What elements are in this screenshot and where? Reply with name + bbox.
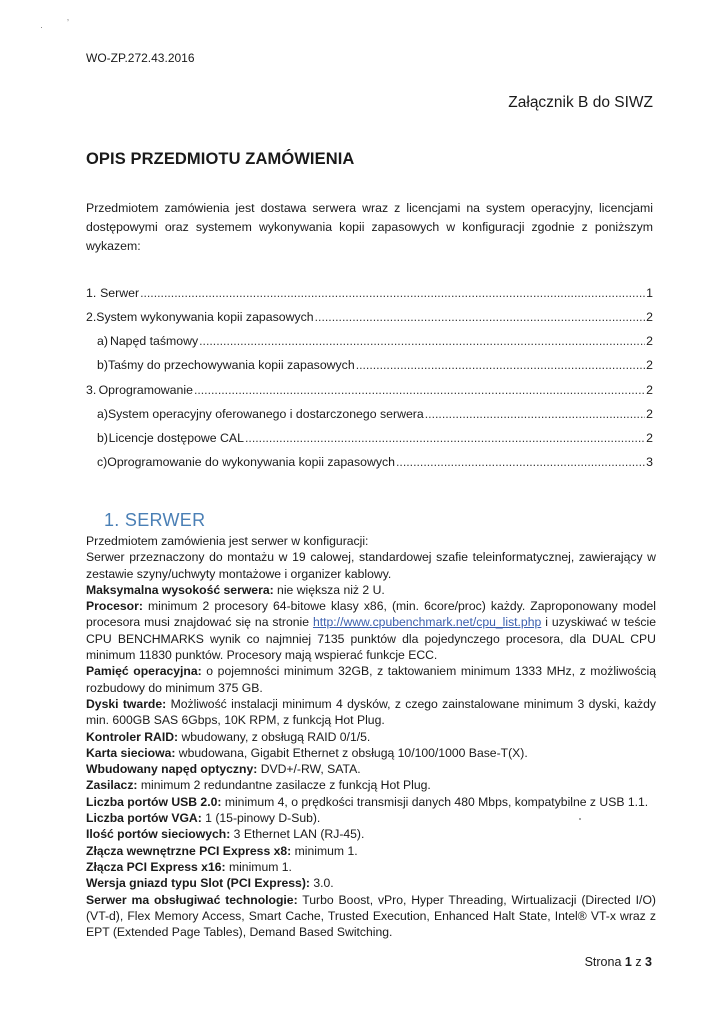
toc-item-software[interactable] [86, 383, 653, 401]
footer-separator: z [631, 955, 646, 969]
toc-leader [356, 358, 645, 372]
spec-label: Kontroler RAID: [86, 729, 179, 744]
cpu-benchmark-link[interactable]: http://www.cpubenchmark.net/cpu_list.php [312, 615, 542, 630]
toc-label: System operacyjny oferowanego i dostarczonego serwera [107, 407, 424, 421]
document-page: · ʼ WO-ZP.272.43.2016 Załącznik B do SIWZ OPIS PRZEDMIOTU ZAMÓWIENIA Przedmiotem zamówienia jest dostawa serwera wraz z licencjami na system operacyjny, licencjami dostępowymi oraz systemem wykonywania kopii zapasowych w konfiguracji zgodnie z poniższym wykazem: 1. Serwer ..... 1 2. System wykonywania kopii zapasowych ..... 2 a) Napęd taśmowy ..... 2 b) Taśmy do przechowywania kopii zapasowych ..... 2 3. Oprogramowanie ..... 2 a) System operacyjny oferowanego i dostarczonego serwera ..... 2 b) Licencje dostępowe CAL ..... 2 c) Oprogramowanie do wykonywania kopii zapasowych ..... 3 1. SERWER Przedmiotem zamówienia jest serwer w konfiguracji: Serwer przeznaczony do montażu w 19 calowej, standardowej szafie teleinformatycznej, zawierający w zestawie szyny/uchwyty montażowe i organizer kablowy. Maksymalna wysokość serwera: nie większa niż 2 U. Procesor: minimum 2 procesory 64-bitowe klasy x86, (min. 6core/proc) każdy. Zaproponowany model procesora musi znajdować się na stronie http://www.cpubenchmark.net/cpu_list.php i uzyskiwać w teście CPU BENCHMARKS wynik co najmniej 7135 punktów dla pojedynczego procesora, dla DUAL CPU minimum 11830 punktów. Procesory mają wspierać funkcje ECC. Pamięć operacyjna: o pojemności minimum 32GB, z taktowaniem minimum 1333 MHz, z możliwością rozbudowy do minimum 375 GB. Dyski twarde: Możliwość instalacji minimum 4 dysków, z czego zainstalowane minimum 3 dyski, każdy min. 600GB SAS 6Gbps, 10K RPM, z funkcją Hot Plug. Kontroler RAID: wbudowany, z obsługą RAID 0/1/5. Karta sieciowa: wbudowana, Gigabit Ethernet z obsługą 10/100/1000 Base-T(X). Wbudowany napęd optyczny: DVD+/-RW, SATA. Zasilacz: minimum 2 redundantne zasilacze z funkcją Hot Plug. Liczba portów USB 2.0: minimum 4, o prędkości transmisji danych 480 Mbps, kompatybilne z USB 1.1. Liczba portów VGA: 1 (15-pinowy D-Sub). Ilość portów sieciowych: 3 Ethernet LAN (RJ-45). Złącza wewnętrzne PCI Express x8: minimum 1. Złącza PCI Express x16: minimum 1. Wersja gniazd typu Slot (PCI Express): 3.0. Serwer ma obsługiwać technologie: Turbo Boost, vPro, Hyper Threading, Wirtualizacji (Directed I/O) (VT-d), Flex Memory Access, Smart Cache, Trusted Execution, Enhanced Halt State, Intel® VT-x wraz z EPT (Extended Page Tables), Demand Based Switching. Strona 1 z 3 [0, 0, 724, 1024]
toc-item-backup-software[interactable] [86, 455, 653, 473]
spec-vga [86, 810, 656, 826]
toc-page-number: 2 [646, 383, 653, 397]
page-title: OPIS PRZEDMIOTU ZAMÓWIENIA [86, 150, 355, 168]
toc-leader [425, 407, 645, 421]
toc-leader [315, 310, 646, 324]
footer-current-page: 1 [624, 955, 632, 969]
spec-value: minimum 2 redundantne zasilacze z funkcją Hot Plug. [137, 778, 431, 793]
spec-label: Pamięć operacyjna: [86, 664, 202, 679]
spec-value: o pojemności minimum 32GB, z taktowaniem minimum 1333 MHz, z możliwością rozbudowy do minimum 375 GB. [86, 664, 656, 695]
toc-leader [140, 286, 645, 300]
toc-item-tape-drive[interactable] [86, 334, 653, 352]
section-intro: Przedmiotem zamówienia jest serwer w konfiguracji: [86, 534, 369, 548]
toc-number: a) [97, 407, 108, 421]
spec-optical [86, 761, 656, 777]
toc-item-backup-system[interactable] [86, 310, 653, 328]
spec-label: Liczba portów VGA: [86, 811, 202, 826]
footer-label: Strona [584, 955, 625, 969]
spec-lan [86, 826, 656, 842]
spec-value: Turbo Boost, vPro, Hyper Threading, Wirtualizacji (Directed I/O) (VT-d), Flex Memory Access, Smart Cache, Trusted Execution, Enhanced Halt State, Intel® VT-x wraz z EPT (Extended Page Tables), Demand Based Switching. [86, 892, 656, 940]
toc-page-number: 2 [646, 431, 653, 445]
spec-value: 1 (15-pinowy D-Sub). [201, 811, 321, 826]
footer-total-pages: 3 [645, 955, 652, 969]
toc-number: 1. [86, 286, 97, 300]
toc-label: Napęd taśmowy [109, 334, 199, 348]
spec-technologies [86, 892, 656, 941]
spec-label: Karta sieciowa: [86, 745, 176, 760]
toc-label: System wykonywania kopii zapasowych [96, 310, 314, 324]
spec-label: Wbudowany napęd optyczny: [86, 762, 258, 777]
toc-page-number: 2 [646, 334, 653, 348]
toc-number: c) [97, 455, 108, 469]
document-reference: WO-ZP.272.43.2016 [86, 51, 195, 65]
spec-value: DVD+/-RW, SATA. [257, 762, 361, 777]
spec-raid [86, 729, 656, 745]
toc-label: Serwer [100, 286, 140, 300]
toc-page-number: 1 [646, 286, 653, 300]
spec-pcie-x16 [86, 859, 656, 875]
page-footer [585, 955, 652, 969]
spec-label: Złącza PCI Express x16: [86, 859, 226, 874]
section-body [86, 533, 656, 940]
spec-label: Dyski twarde: [86, 696, 167, 711]
toc-number: 2. [86, 310, 97, 324]
toc-number: b) [97, 431, 108, 445]
toc-number: a) [97, 334, 108, 348]
spec-value: i uzyskiwać w teście CPU BENCHMARKS wynik co najmniej 7135 punktów dla pojedynczego procesora, dla DUAL CPU minimum 11830 punktów. Procesory mają wspierać funkcje ECC. [86, 615, 656, 663]
toc-item-cal-licenses[interactable] [86, 431, 653, 449]
toc-page-number: 3 [646, 455, 653, 469]
toc-page-number: 2 [646, 358, 653, 372]
toc-leader [396, 455, 645, 469]
spec-usb [86, 794, 656, 810]
spec-label: Liczba portów USB 2.0: [86, 794, 222, 809]
spec-pcie-x8 [86, 843, 656, 859]
spec-label: Zasilacz: [86, 778, 138, 793]
toc-number: b) [97, 358, 108, 372]
spec-value: minimum 1. [291, 843, 358, 858]
spec-value: 3.0. [309, 876, 334, 891]
spec-slot [86, 875, 656, 891]
spec-label: Serwer ma obsługiwać technologie: [86, 892, 298, 907]
spec-nic [86, 745, 656, 761]
spec-value: 3 Ethernet LAN (RJ-45). [230, 827, 365, 842]
spec-cpu [86, 598, 656, 663]
toc-page-number: 2 [646, 310, 653, 324]
annex-label: Załącznik B do SIWZ [508, 94, 653, 111]
spec-value: minimum 2 procesory 64-bitowe klasy x86, (min. 6core/proc) każdy. Zaproponowany model procesora musi znajdować się na stronie [86, 599, 656, 630]
toc-item-operating-system[interactable] [86, 407, 653, 425]
spec-label: Procesor: [86, 599, 143, 614]
spec-value: wbudowana, Gigabit Ethernet z obsługą 10/100/1000 Base-T(X). [175, 745, 528, 760]
toc-label: Oprogramowanie [98, 383, 193, 397]
toc-item-serwer[interactable] [86, 286, 653, 304]
scan-dot [579, 818, 581, 820]
spec-disks [86, 696, 656, 729]
toc-number: 3. [86, 383, 97, 397]
toc-label: Licencje dostępowe CAL [108, 431, 244, 445]
intro-paragraph: Przedmiotem zamówienia jest dostawa serwera wraz z licencjami na system operacyjny, licencjami dostępowymi oraz systemem wykonywania kopii zapasowych w konfiguracji zgodnie z poniższym wykazem: [86, 201, 653, 253]
spec-value: minimum 4, o prędkości transmisji danych 480 Mbps, kompatybilne z USB 1.1. [221, 794, 649, 809]
spec-label: Maksymalna wysokość serwera: [86, 582, 274, 597]
spec-label: Wersja gniazd typu Slot (PCI Express): [86, 876, 310, 891]
toc-leader [245, 431, 645, 445]
server-description: Serwer przeznaczony do montażu w 19 calowej, standardowej szafie teleinformatycznej, zawierający w zestawie szyny/uchwyty montażowe i organizer kablowy. [86, 550, 656, 581]
spec-value: Możliwość instalacji minimum 4 dysków, z czego zainstalowane minimum 3 dyski, każdy min. 600GB SAS 6Gbps, 10K RPM, z funkcją Hot Plug. [86, 696, 657, 728]
spec-label: Złącza wewnętrzne PCI Express x8: [86, 843, 292, 858]
spec-value: wbudowany, z obsługą RAID 0/1/5. [178, 729, 371, 744]
toc-page-number: 2 [646, 407, 653, 421]
spec-height [86, 582, 656, 598]
toc-label: Taśmy do przechowywania kopii zapasowych [107, 358, 355, 372]
spec-psu [86, 777, 656, 793]
spec-value: nie większa niż 2 U. [273, 582, 385, 597]
section-heading: 1. SERWER [104, 510, 206, 530]
toc-label: Oprogramowanie do wykonywania kopii zapasowych [107, 455, 396, 469]
toc-leader [199, 334, 645, 348]
spec-ram [86, 663, 656, 696]
spec-label: Ilość portów sieciowych: [86, 827, 231, 842]
toc-item-backup-tapes[interactable] [86, 358, 653, 376]
toc-leader [194, 383, 645, 397]
spec-value: minimum 1. [225, 859, 292, 874]
